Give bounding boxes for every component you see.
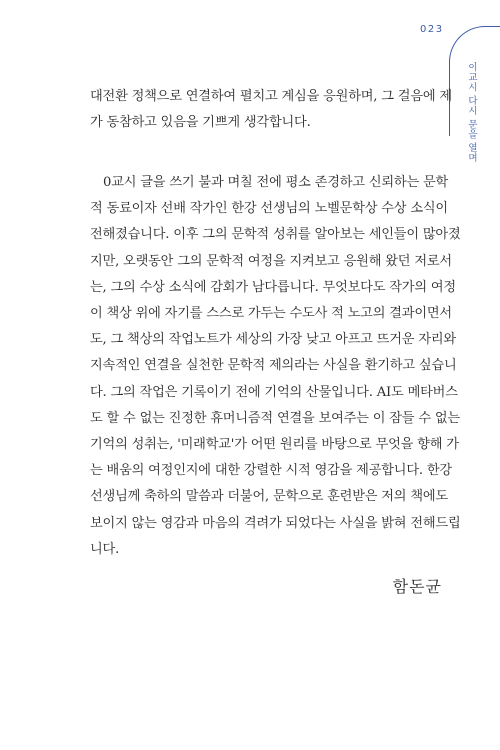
text-line: 보이지 않는 영감과 마음의 격려가 되었다는 사실을 밝혀 전해드립	[90, 515, 461, 531]
text-line: 기억의 성취는, '미래학교'가 어떤 원리를 바탕으로 무엇을 향해 가	[90, 437, 459, 453]
text-line: 전해졌습니다. 이후 그의 문학적 성취를 알아보는 세인들이 많아졌	[90, 227, 461, 243]
paragraph-2	[90, 170, 461, 563]
text-line: 다. 그의 작업은 기록이기 전에 기억의 산물입니다. AI도 메타버스	[90, 384, 458, 400]
text-line: 는 배움의 여정인지에 대한 강렬한 시적 영감을 제공합니다. 한강	[90, 463, 452, 479]
text-line: 선생님께 축하의 말씀과 더불어, 문학으로 훈련받은 저의 책에도	[90, 489, 448, 505]
text-line: 0교시 글을 쓰기 불과 며칠 전에 평소 존경하고 신뢰하는 문학	[103, 175, 449, 190]
running-chapter-title: 이교시 다시 문을 열며	[466, 62, 477, 163]
text-line: 대전환 정책으로 연결하여 펼치고 계심을 응원하며, 그 걸음에 제	[90, 89, 452, 104]
text-line: 지속적인 연결을 실천한 문학적 제의라는 사실을 환기하고 싶습니	[90, 358, 457, 374]
text-line: 적 동료이자 선배 작가인 한강 선생님의 노벨문학상 수상 소식이	[90, 201, 448, 217]
paragraph-1	[90, 84, 452, 136]
text-line: 도, 그 책상의 작업노트가 세상의 가장 낮고 아프고 뜨거운 자리와	[90, 332, 456, 348]
text-line: 니다.	[90, 541, 120, 557]
text-line: 이 책상 위에 자기를 스스로 가두는 수도사 적 노고의 결과이면서	[90, 306, 452, 322]
text-line: 는, 그의 수상 소식에 감회가 남다릅니다. 무엇보다도 작가의 여정	[90, 279, 456, 295]
page-number: 023	[420, 24, 444, 35]
text-line: 지만, 오랫동안 그의 문학적 여정을 지켜보고 응원해 왔던 저로서	[90, 253, 452, 269]
text-line: 도 할 수 없는 진정한 휴머니즘적 연결을 보여주는 이 잠들 수 없는	[90, 410, 460, 426]
text-line: 가 동참하고 있음을 기쁘게 생각합니다.	[90, 115, 311, 131]
author-signature: 함돈균	[392, 577, 442, 596]
